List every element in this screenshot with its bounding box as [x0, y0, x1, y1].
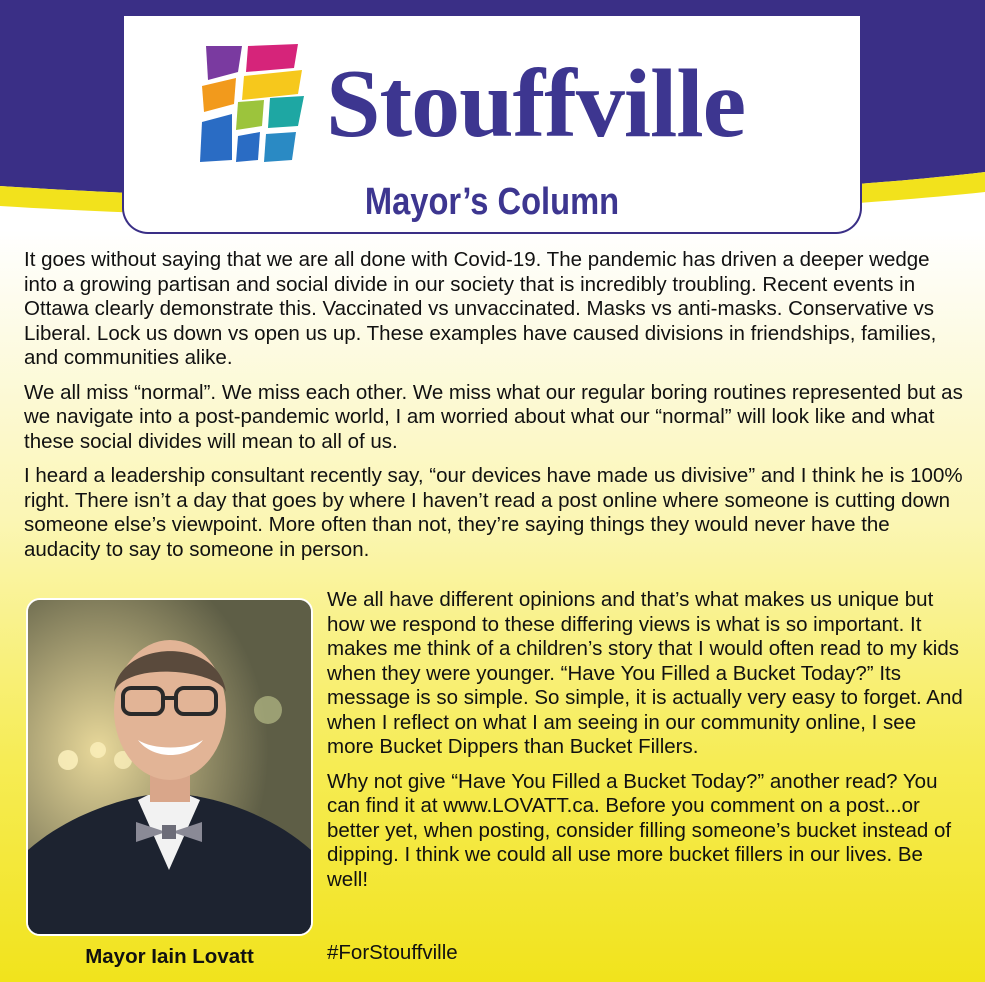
- mayor-photo: [26, 598, 313, 936]
- article-body-right-column: [327, 588, 967, 902]
- article-paragraph: We all have different opinions and that’s what makes us unique but how we respond to these differing views is what is so important. It makes me think of a children’s story that I would often read to my kids when they were younger. “Have You Filled a Bucket Today?” Its message is so simple. So simple, it is actually very easy to forget. And when I reflect on what I am seeing in our community online, I see more Bucket Dippers than Bucket Fillers.: [327, 588, 963, 758]
- article-paragraph: We all miss “normal”. We miss each other. We miss what our regular boring routines represented but as we navigate into a post-pandemic world, I am worried about what our “normal” will look like and what these social divides will mean to all of us.: [24, 380, 963, 453]
- column-title: Mayor’s Column: [364, 181, 620, 223]
- hashtag: #ForStouffville: [327, 941, 458, 964]
- brand-wordmark: Stouffville: [326, 50, 746, 158]
- photo-caption: Mayor Iain Lovatt: [85, 945, 254, 968]
- stouffville-logo-icon: [198, 42, 310, 166]
- article-paragraph: I heard a leadership consultant recently say, “our devices have made us divisive” and I think he is 100% right. There isn’t a day that goes by where I haven’t read a post online where someone is cutting down someone else’s viewpoint. More often than not, they’re saying things they would never have the audacity to say to someone in person.: [24, 464, 963, 561]
- article-paragraph: Why not give “Have You Filled a Bucket Today?” another read? You can find it at www.LOVATT.ca. Before you comment on a post...or better yet, when posting, consider filling someone’s bucket instead of dipping. I think we could all use more bucket fillers in our lives. Be well!: [327, 769, 952, 891]
- article-body: [24, 248, 968, 572]
- mayor-portrait-image: [28, 600, 311, 934]
- article-paragraph: It goes without saying that we are all done with Covid-19. The pandemic has driven a deeper wedge into a growing partisan and social divide in our society that is incredibly troubling. Recent events in Ottawa clearly demonstrate this. Vaccinated vs unvaccinated. Masks vs anti-masks. Conservative vs Liberal. Lock us down vs open us up. These examples have caused divisions in friendships, families, and communities alike.: [24, 248, 937, 369]
